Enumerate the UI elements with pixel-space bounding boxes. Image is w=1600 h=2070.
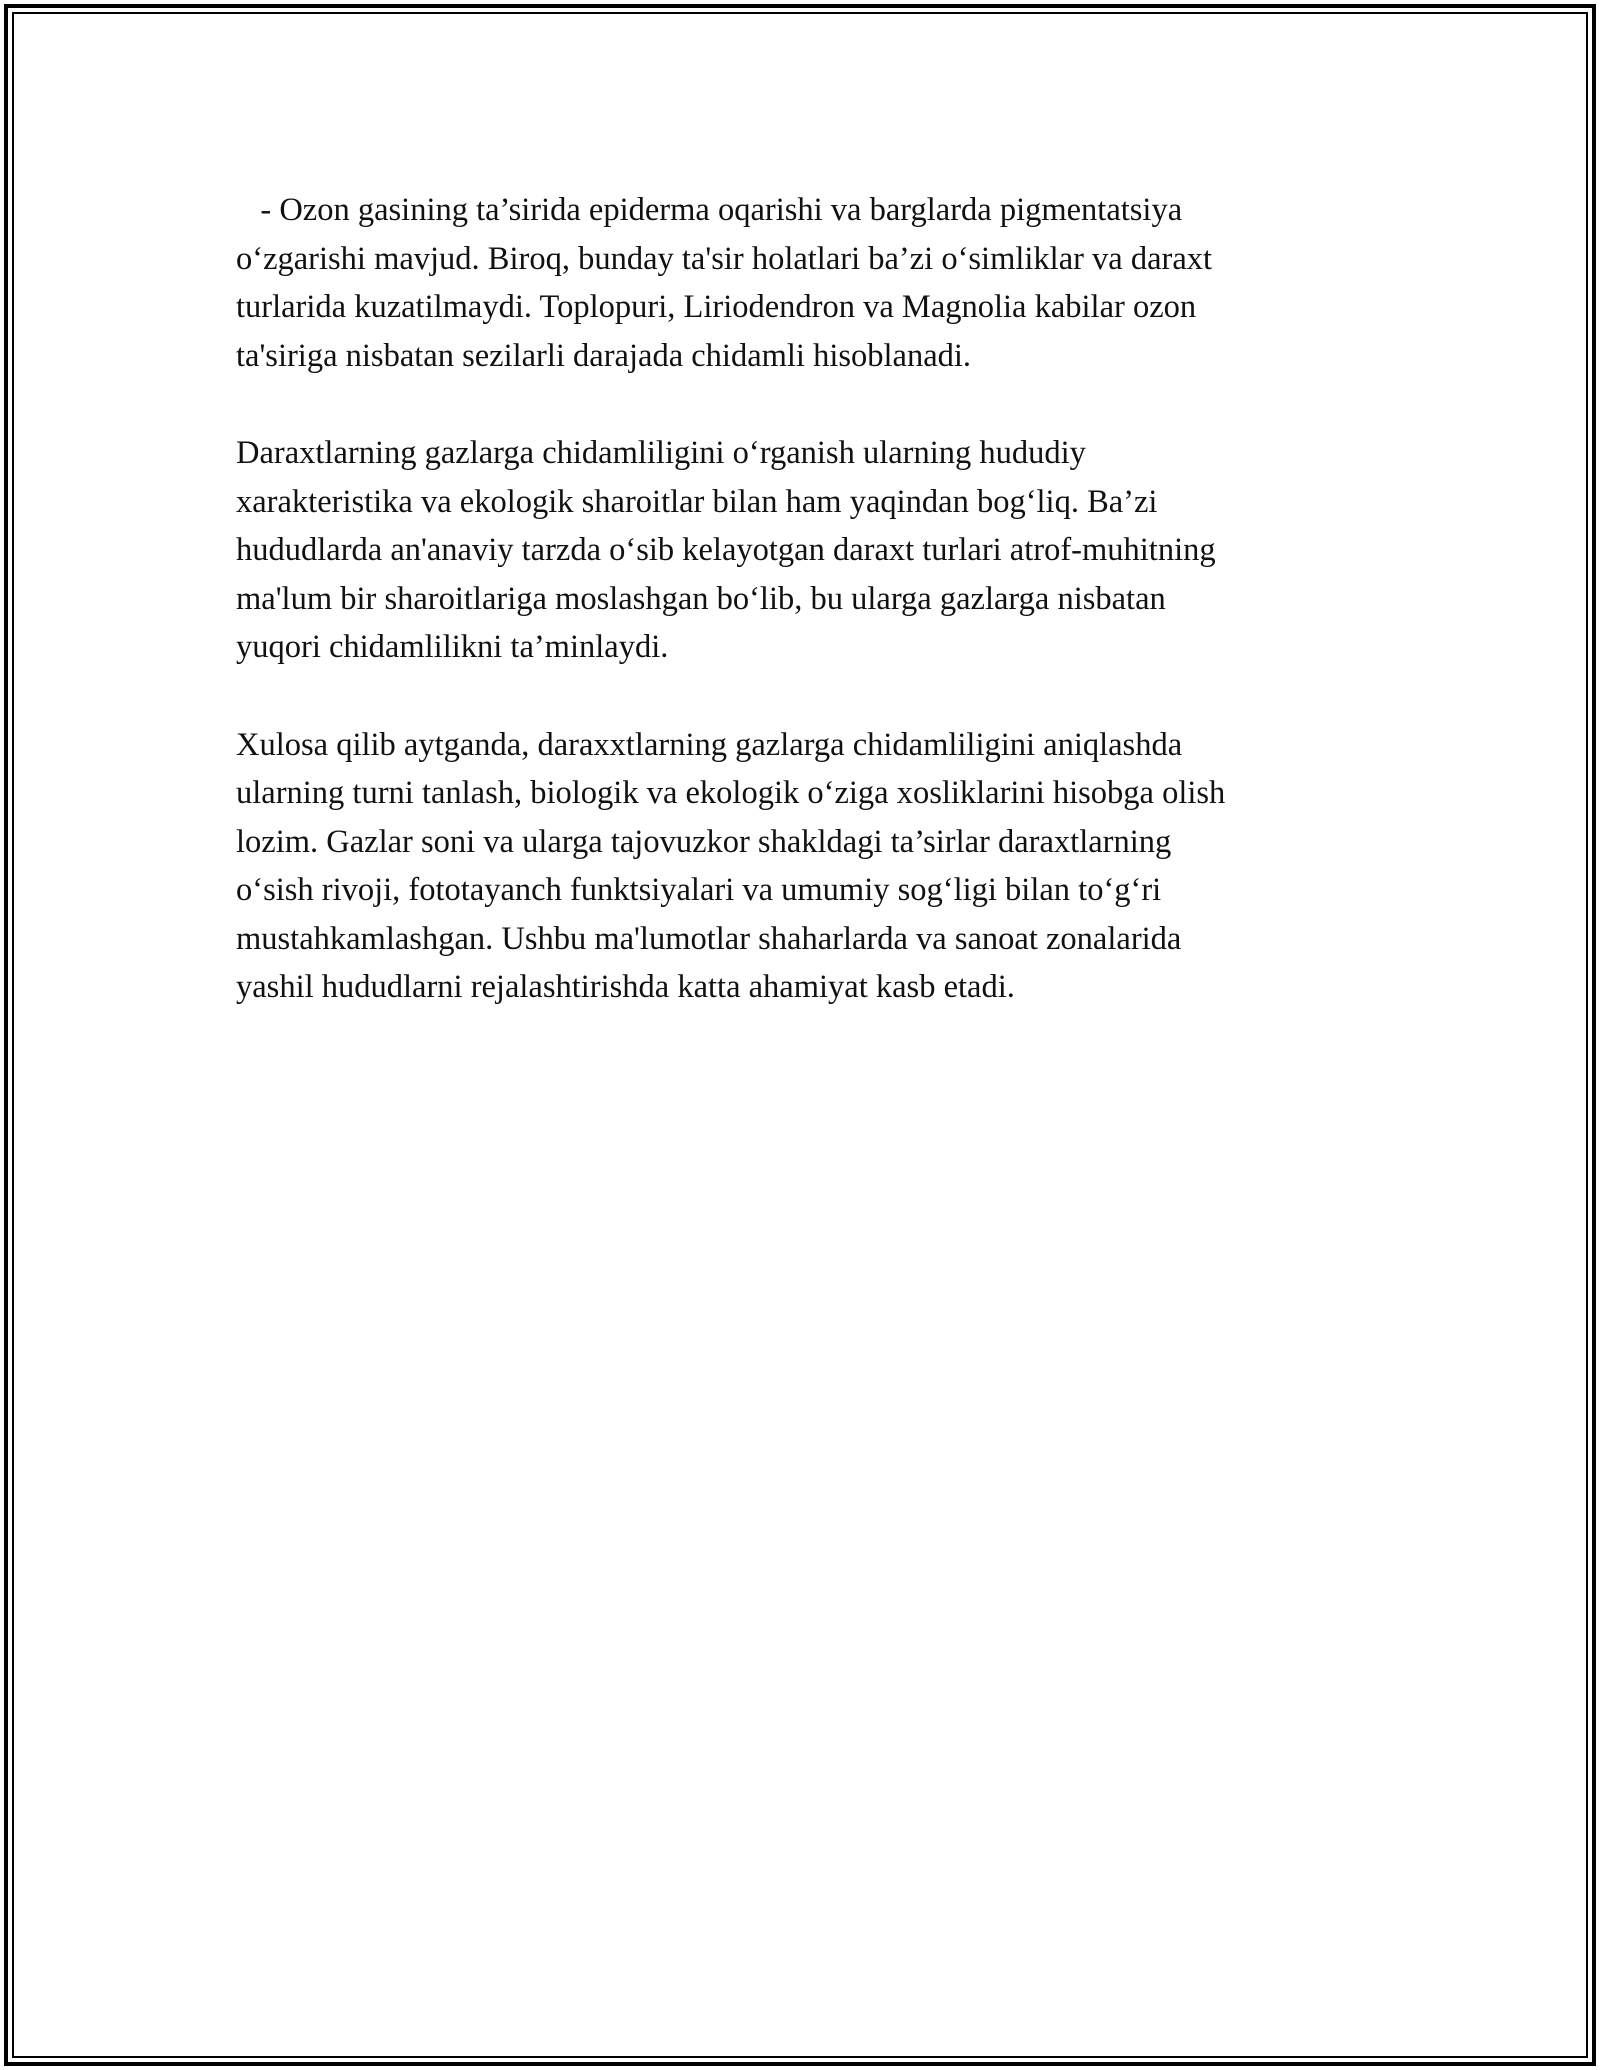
text-line: Xulosa qilib aytganda, daraxxtlarning gazlarga chidamliligini aniqlashda [236, 726, 1183, 763]
text-line: xarakteristika va ekologik sharoitlar bilan ham yaqindan bog‘liq. Ba’zi [236, 483, 1158, 520]
text-line: yuqori chidamlilikni ta’minlaydi. [236, 629, 669, 665]
paragraph-ozone-effects [236, 186, 1356, 380]
text-line: ma'lum bir sharoitlariga moslashgan bo‘lib, bu ularga gazlarga nisbatan [236, 580, 1166, 617]
text-line: - Ozon gasining ta’sirida epiderma oqarishi va barglarda pigmentatsiya [236, 192, 1183, 228]
text-line: lozim. Gazlar soni va ularga tajovuzkor shakldagi ta’sirlar daraxtlarning [236, 823, 1172, 860]
text-line: turlarida kuzatilmaydi. Toplopuri, Liriodendron va Magnolia kabilar ozon [236, 289, 1197, 325]
text-line: Daraxtlarning gazlarga chidamliligini o‘rganish ularning hududiy [236, 435, 1086, 471]
paragraph-conclusion [236, 721, 1356, 1012]
text-line: ularning turni tanlash, biologik va ekologik o‘ziga xosliklarini hisobga olish [236, 775, 1226, 811]
text-line: mustahkamlashgan. Ushbu ma'lumotlar shaharlarda va sanoat zonalarida [236, 920, 1182, 957]
text-line: hududlarda an'anaviy tarzda o‘sib kelayotgan daraxt turlari atrof-muhitning [236, 532, 1216, 568]
text-line: ta'siriga nisbatan sezilarli darajada chidamli hisoblanadi. [236, 337, 972, 374]
document-body [236, 186, 1356, 1061]
text-line: o‘zgarishi mavjud. Biroq, bunday ta'sir holatlari ba’zi o‘simliklar va daraxt [236, 240, 1213, 277]
paragraph-regional-adaptation [236, 429, 1356, 672]
text-line: yashil hududlarni rejalashtirishda katta ahamiyat kasb etadi. [236, 969, 1015, 1005]
text-line: o‘sish rivoji, fototayanch funktsiyalari va umumiy sog‘ligi bilan to‘g‘ri [236, 872, 1162, 908]
